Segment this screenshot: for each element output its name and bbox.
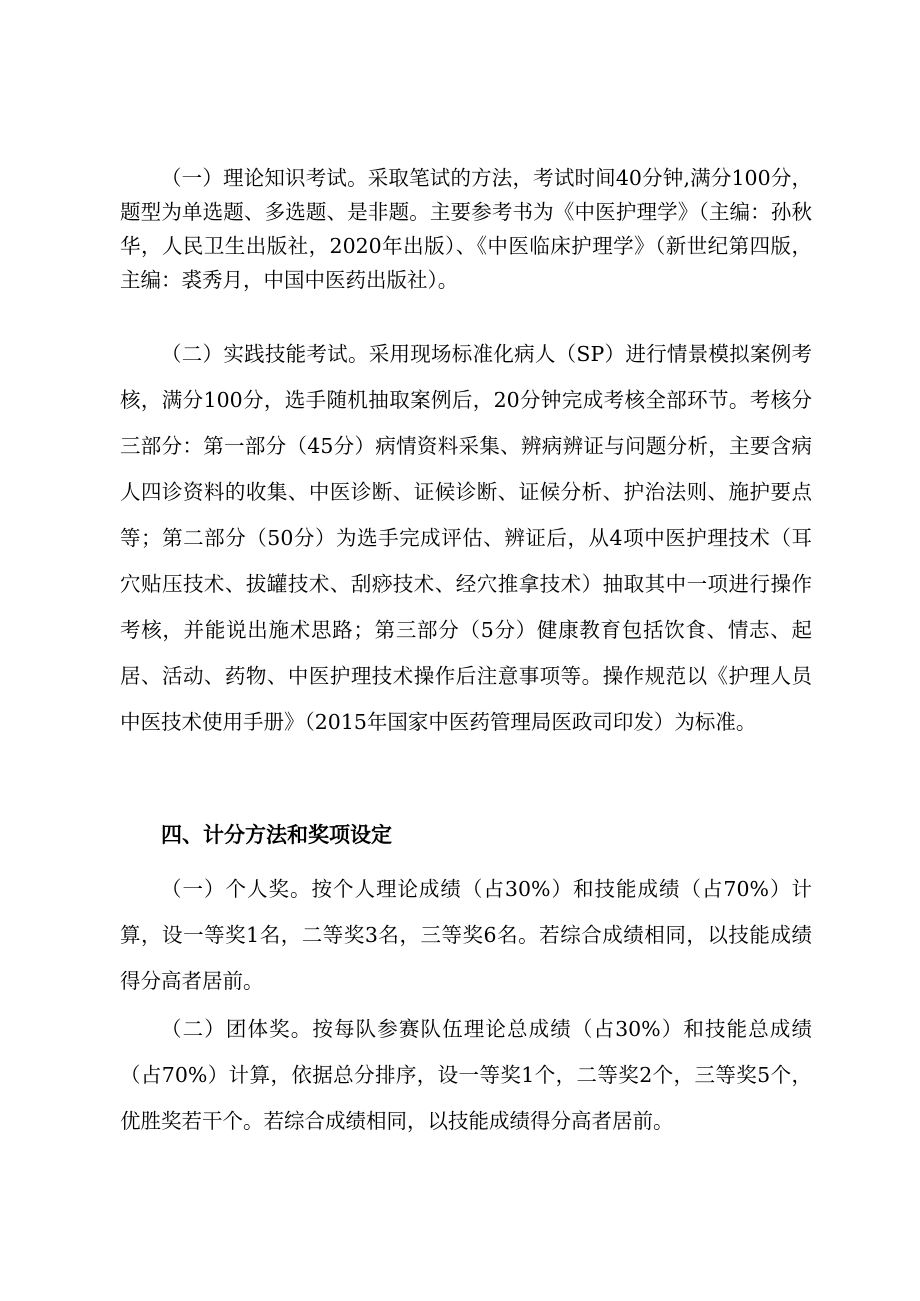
team-award-paragraph: （二）团体奖。按每队参赛队伍理论总成绩（占30%）和技能总成绩（占70%）计算，依据总分排序，设一等奖1个，二等奖2个，三等奖5个，优胜奖若干个。若综合成绩相同，以技能成绩得分高者居前。	[120, 1017, 812, 1133]
theory-exam-paragraph: （一）理论知识考试。采取笔试的方法，考试时间40分钟,满分100分，题型为单选题、多选题、是非题。主要参考书为《中医护理学》（主编：孙秋华，人民卫生出版社，2020年出版）、《中医临床护理学》（新世纪第四版，主编：裘秀月，中国中医药出版社）。	[120, 166, 812, 292]
individual-award-paragraph: （一）个人奖。按个人理论成绩（占30%）和技能成绩（占70%）计算，设一等奖1名，二等奖3名，三等奖6名。若综合成绩相同，以技能成绩得分高者居前。	[120, 877, 812, 993]
skills-exam-paragraph: （二）实践技能考试。采用现场标准化病人（SP）进行情景模拟案例考核，满分100分，选手随机抽取案例后，20分钟完成考核全部环节。考核分三部分：第一部分（45分）病情资料采集、辨病辨证与问题分析，主要含病人四诊资料的收集、中医诊断、证候诊断、证候分析、护治法则、施护要点等；第二部分（50分）为选手完成评估、辨证后，从4项中医护理技术（耳穴贴压技术、拔罐技术、刮痧技术、经穴推拿技术）抽取其中一项进行操作考核，并能说出施术思路；第三部分（5分）健康教育包括饮食、情志、起居、活动、药物、中医护理技术操作后注意事项等。操作规范以《护理人员中医技术使用手册》（2015年国家中医药管理局医政司印发）为标准。	[120, 342, 812, 734]
section-heading: 四、计分方法和奖项设定	[161, 823, 392, 847]
